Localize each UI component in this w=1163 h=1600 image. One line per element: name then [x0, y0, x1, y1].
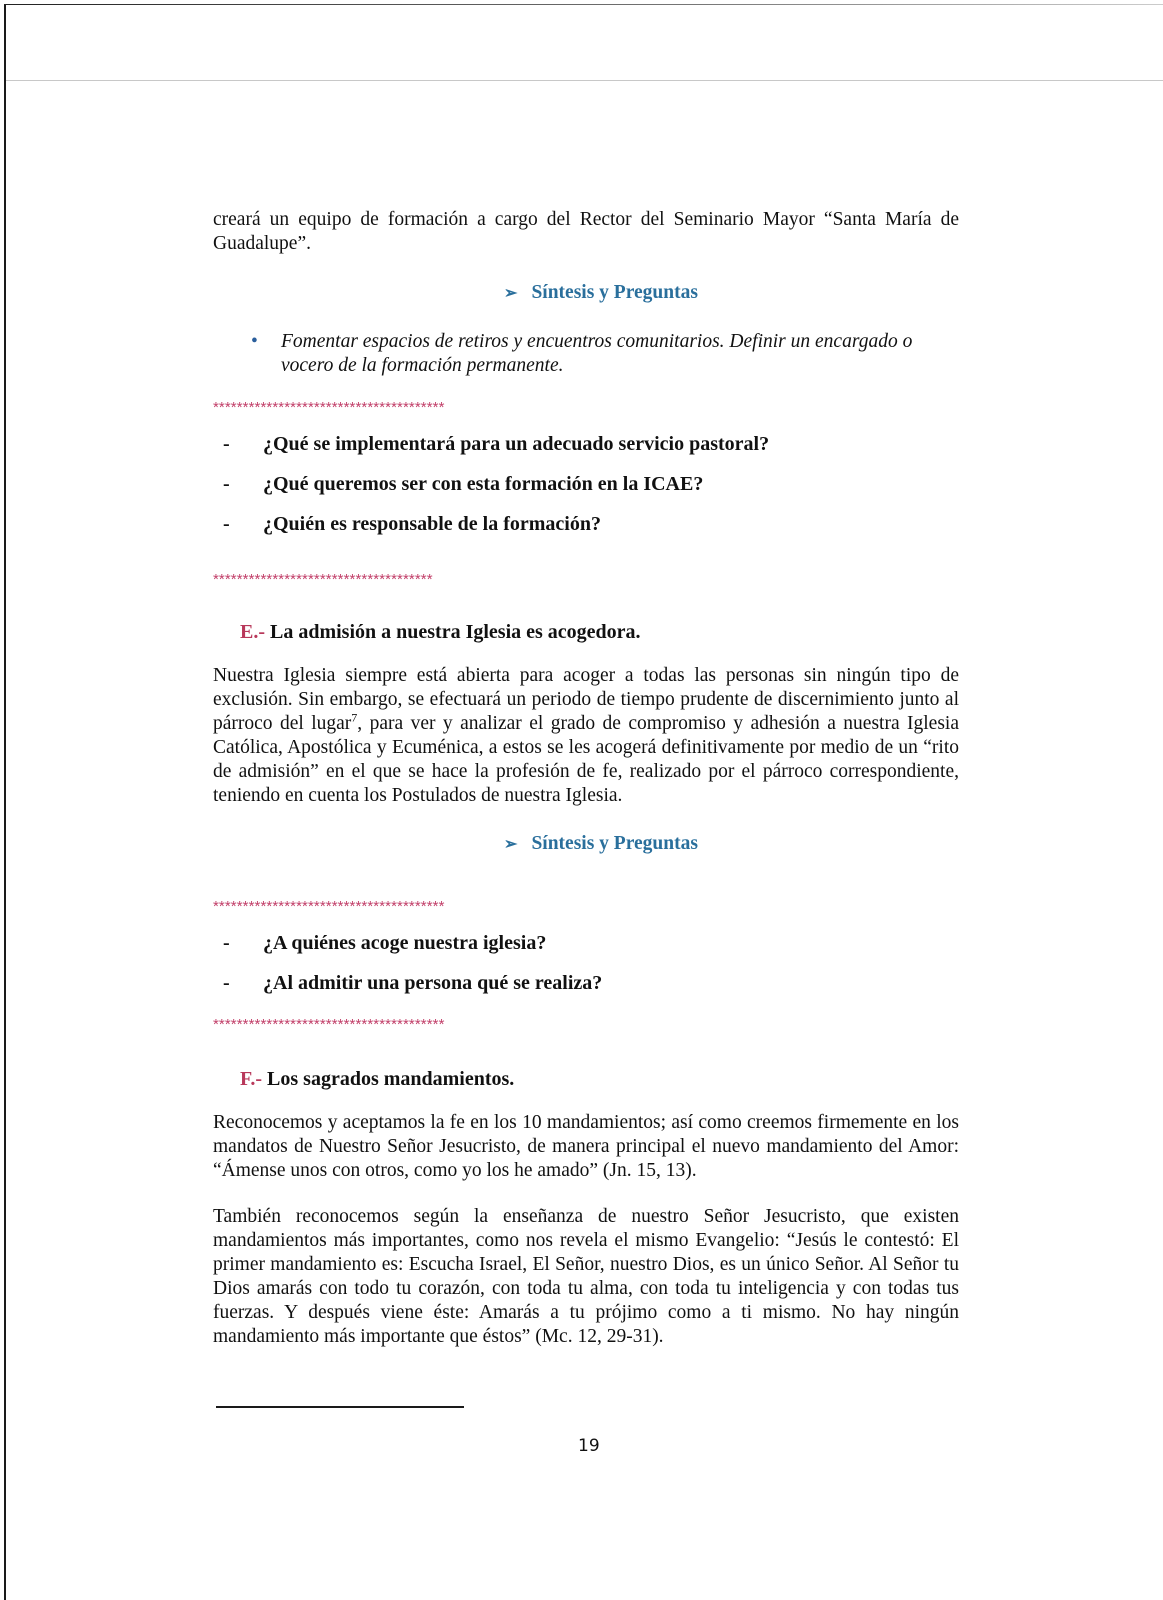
- question-item: - ¿Quién es responsable de la formación?: [223, 513, 601, 535]
- page-content: [213, 208, 959, 1349]
- question-list-1: [213, 432, 959, 538]
- arrow-right-icon: ➢: [504, 285, 518, 302]
- scan-top-edge: [4, 4, 1163, 5]
- bullet-icon: •: [251, 331, 258, 352]
- section-e-heading: [240, 620, 959, 644]
- scan-left-edge: [4, 4, 6, 1600]
- dash-marker: -: [223, 433, 230, 455]
- dash-marker: -: [223, 932, 230, 954]
- page-number: 19: [578, 1436, 600, 1456]
- bullet-item: [251, 330, 959, 378]
- section-letter: E.-: [240, 621, 265, 643]
- section-f-paragraph-2: También reconocemos según la enseñanza de nuestro Señor Jesucristo, que existen mandamientos más importantes, como nos revela el mismo Evangelio: “Jesús le contestó: El primer mandamiento es: Escucha Israel, El Señor, nuestro Dios, es un único Señor. Al Señor tu Dios amarás con todo tu corazón, con toda tu alma, con toda tu inteligencia y con todas tus fuerzas. Y después viene éste: Amarás a tu prójimo como a ti mismo. No hay ningún mandamiento más importante que éstos” (Mc. 12, 29-31).: [213, 1206, 959, 1347]
- question-item: - ¿Al admitir una persona qué se realiza?: [223, 972, 603, 994]
- synthesis-heading-2: [243, 832, 959, 857]
- synthesis-heading-label: Síntesis y Preguntas: [531, 282, 698, 303]
- scan-artifact-line: [6, 80, 1163, 81]
- footnote-separator: [216, 1406, 464, 1408]
- question-item: - ¿Qué queremos ser con esta formación en la ICAE?: [223, 473, 704, 495]
- question-item: - ¿Qué se implementará para un adecuado servicio pastoral?: [223, 433, 770, 455]
- asterisk-divider: ***************************************: [213, 898, 445, 915]
- asterisk-divider: *************************************: [213, 571, 433, 588]
- asterisk-divider: ***************************************: [213, 1016, 445, 1033]
- synthesis-heading-label: Síntesis y Preguntas: [531, 833, 698, 854]
- bullet-text: Fomentar espacios de retiros y encuentros comunitarios. Definir un encargado o vocero de la formación permanente.: [281, 331, 913, 376]
- dash-marker: -: [223, 972, 230, 994]
- question-item: - ¿A quiénes acoge nuestra iglesia?: [223, 932, 547, 954]
- asterisk-divider: ***************************************: [213, 399, 445, 416]
- section-e-paragraph: Nuestra Iglesia siempre está abierta para acoger a todas las personas sin ningún tipo de exclusión. Sin embargo, se efectuará un periodo de tiempo prudente de discernimiento junto al párroco del lugar$^7$, para ver y analizar el grado de compromiso y adhesión a nuestra Iglesia Católica, Apostólica y Ecuménica, a estos se les acogerá definitivamente por medio de un “rito de admisión” en el que se hace la profesión de fe, realizado por el párroco correspondiente, teniendo en cuenta los Postulados de nuestra Iglesia.: [213, 665, 960, 806]
- section-title: Los sagrados mandamientos.: [262, 1068, 515, 1090]
- dash-marker: -: [223, 513, 230, 535]
- section-letter: F.-: [240, 1068, 263, 1090]
- question-list-2: [213, 931, 959, 997]
- dash-marker: -: [223, 473, 230, 495]
- section-f-heading: [240, 1067, 959, 1091]
- section-f-paragraph-1: Reconocemos y aceptamos la fe en los 10 mandamientos; así como creemos firmemente en los mandatos de Nuestro Señor Jesucristo, de manera principal el nuevo mandamiento del Amor: “Ámense unos con otros, como yo los he amado” (Jn. 15, 13).: [213, 1112, 959, 1181]
- section-title: La admisión a nuestra Iglesia es acogedora.: [265, 621, 641, 643]
- footnote-reference[interactable]: 7: [351, 710, 358, 725]
- synthesis-heading-1: [243, 281, 959, 306]
- intro-paragraph: creará un equipo de formación a cargo del Rector del Seminario Mayor “Santa María de Guadalupe”.: [213, 209, 959, 254]
- arrow-right-icon: ➢: [504, 836, 518, 853]
